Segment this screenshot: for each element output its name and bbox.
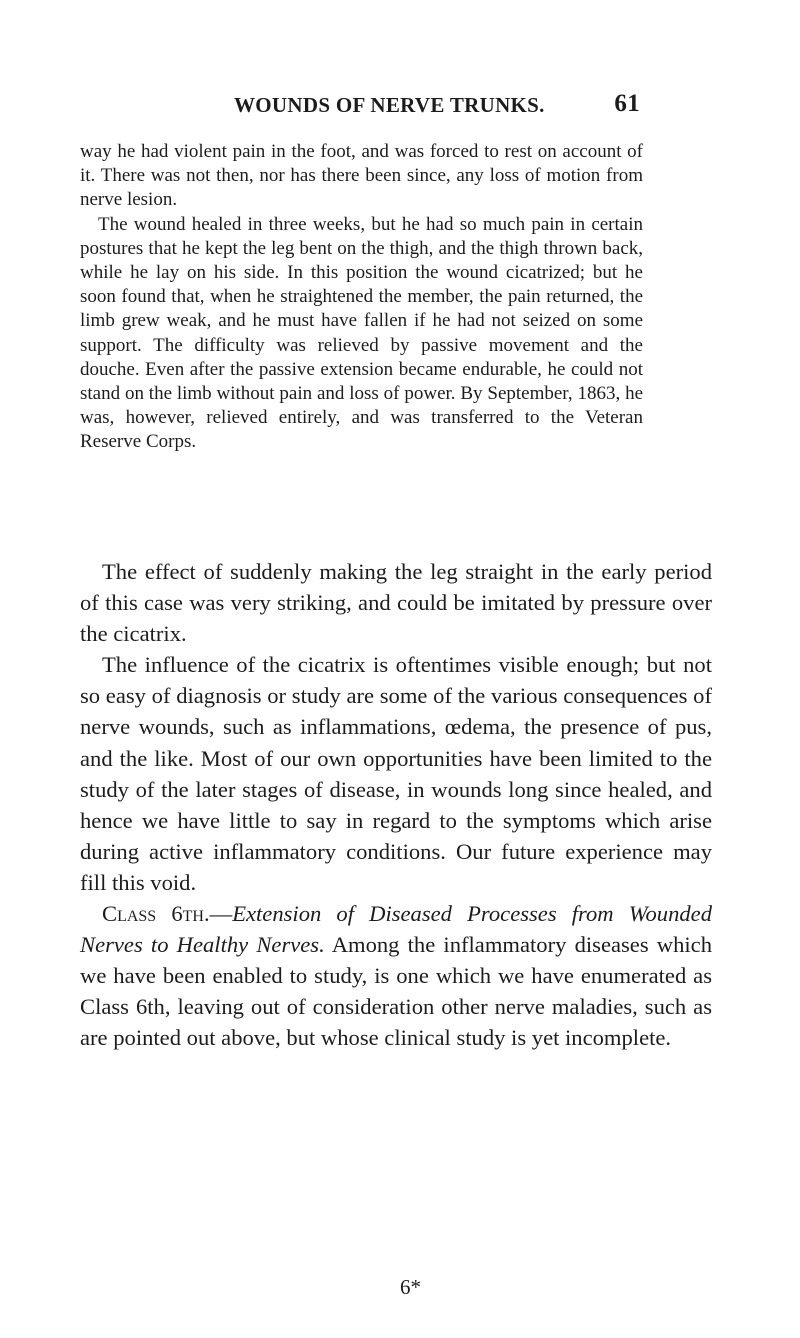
case-paragraph-healing: The wound healed in three weeks, but he had so much pain in certain postures that he kept the leg bent on the thigh, and the thigh thrown back, while he lay on his side. In this position the wound cicatrized; but he soon found that, when he straightened the member, the pain returned, the limb grew weak, and he must have fallen if he had not seized on some support. The difficulty was relieved by passive movement and the douche. Even after the passive extension became endurable, he could not stand on the limb without pain and loss of power. By September, 1863, he was, however, relieved entirely, and was transferred to the Veteran Reserve Corps. [80,213,643,453]
running-head [234,90,640,123]
case-paragraph-continued: way he had violent pain in the foot, and was forced to rest on account of it. There was not then, nor has there been since, any loss of motion from nerve lesion. [80,141,643,211]
page-number: 61 [614,90,640,117]
main-discussion-text [80,556,712,1054]
case-report-text [80,140,643,455]
discussion-paragraph-effect: The effect of suddenly making the leg straight in the early period of this case was very striking, and could be imitated by pressure over the cicatrix. [80,559,712,647]
running-head-title: WOUNDS OF NERVE TRUNKS. [234,93,545,117]
class-paragraph-body: Among the inflammatory diseases which we have been enabled to study, is one which we have enumerated as Class 6th, leaving out of consideration other nerve maladies, such as are pointed out above, but whose clinical study is yet incomplete. [80,932,713,1051]
class-heading: Class 6th. [102,901,210,927]
class-heading-dash: — [209,901,233,927]
class-title: Extension of Diseased Processes from Wounded Nerves to Healthy Nerves. [80,901,712,958]
signature-mark: 6* [400,1275,421,1299]
class-6th-paragraph [80,898,712,1053]
discussion-paragraph-cicatrix: The influence of the cicatrix is oftentimes visible enough; but not so easy of diagnosis or study are some of the various consequences of nerve wounds, such as inflammations, œdema, the presence of pus, and the like. Most of our own opportunities have been limited to the study of the later stages of disease, in wounds long since healed, and hence we have little to say in regard to the symptoms which arise during active inflammatory conditions. Our future experience may fill this void. [80,652,712,895]
